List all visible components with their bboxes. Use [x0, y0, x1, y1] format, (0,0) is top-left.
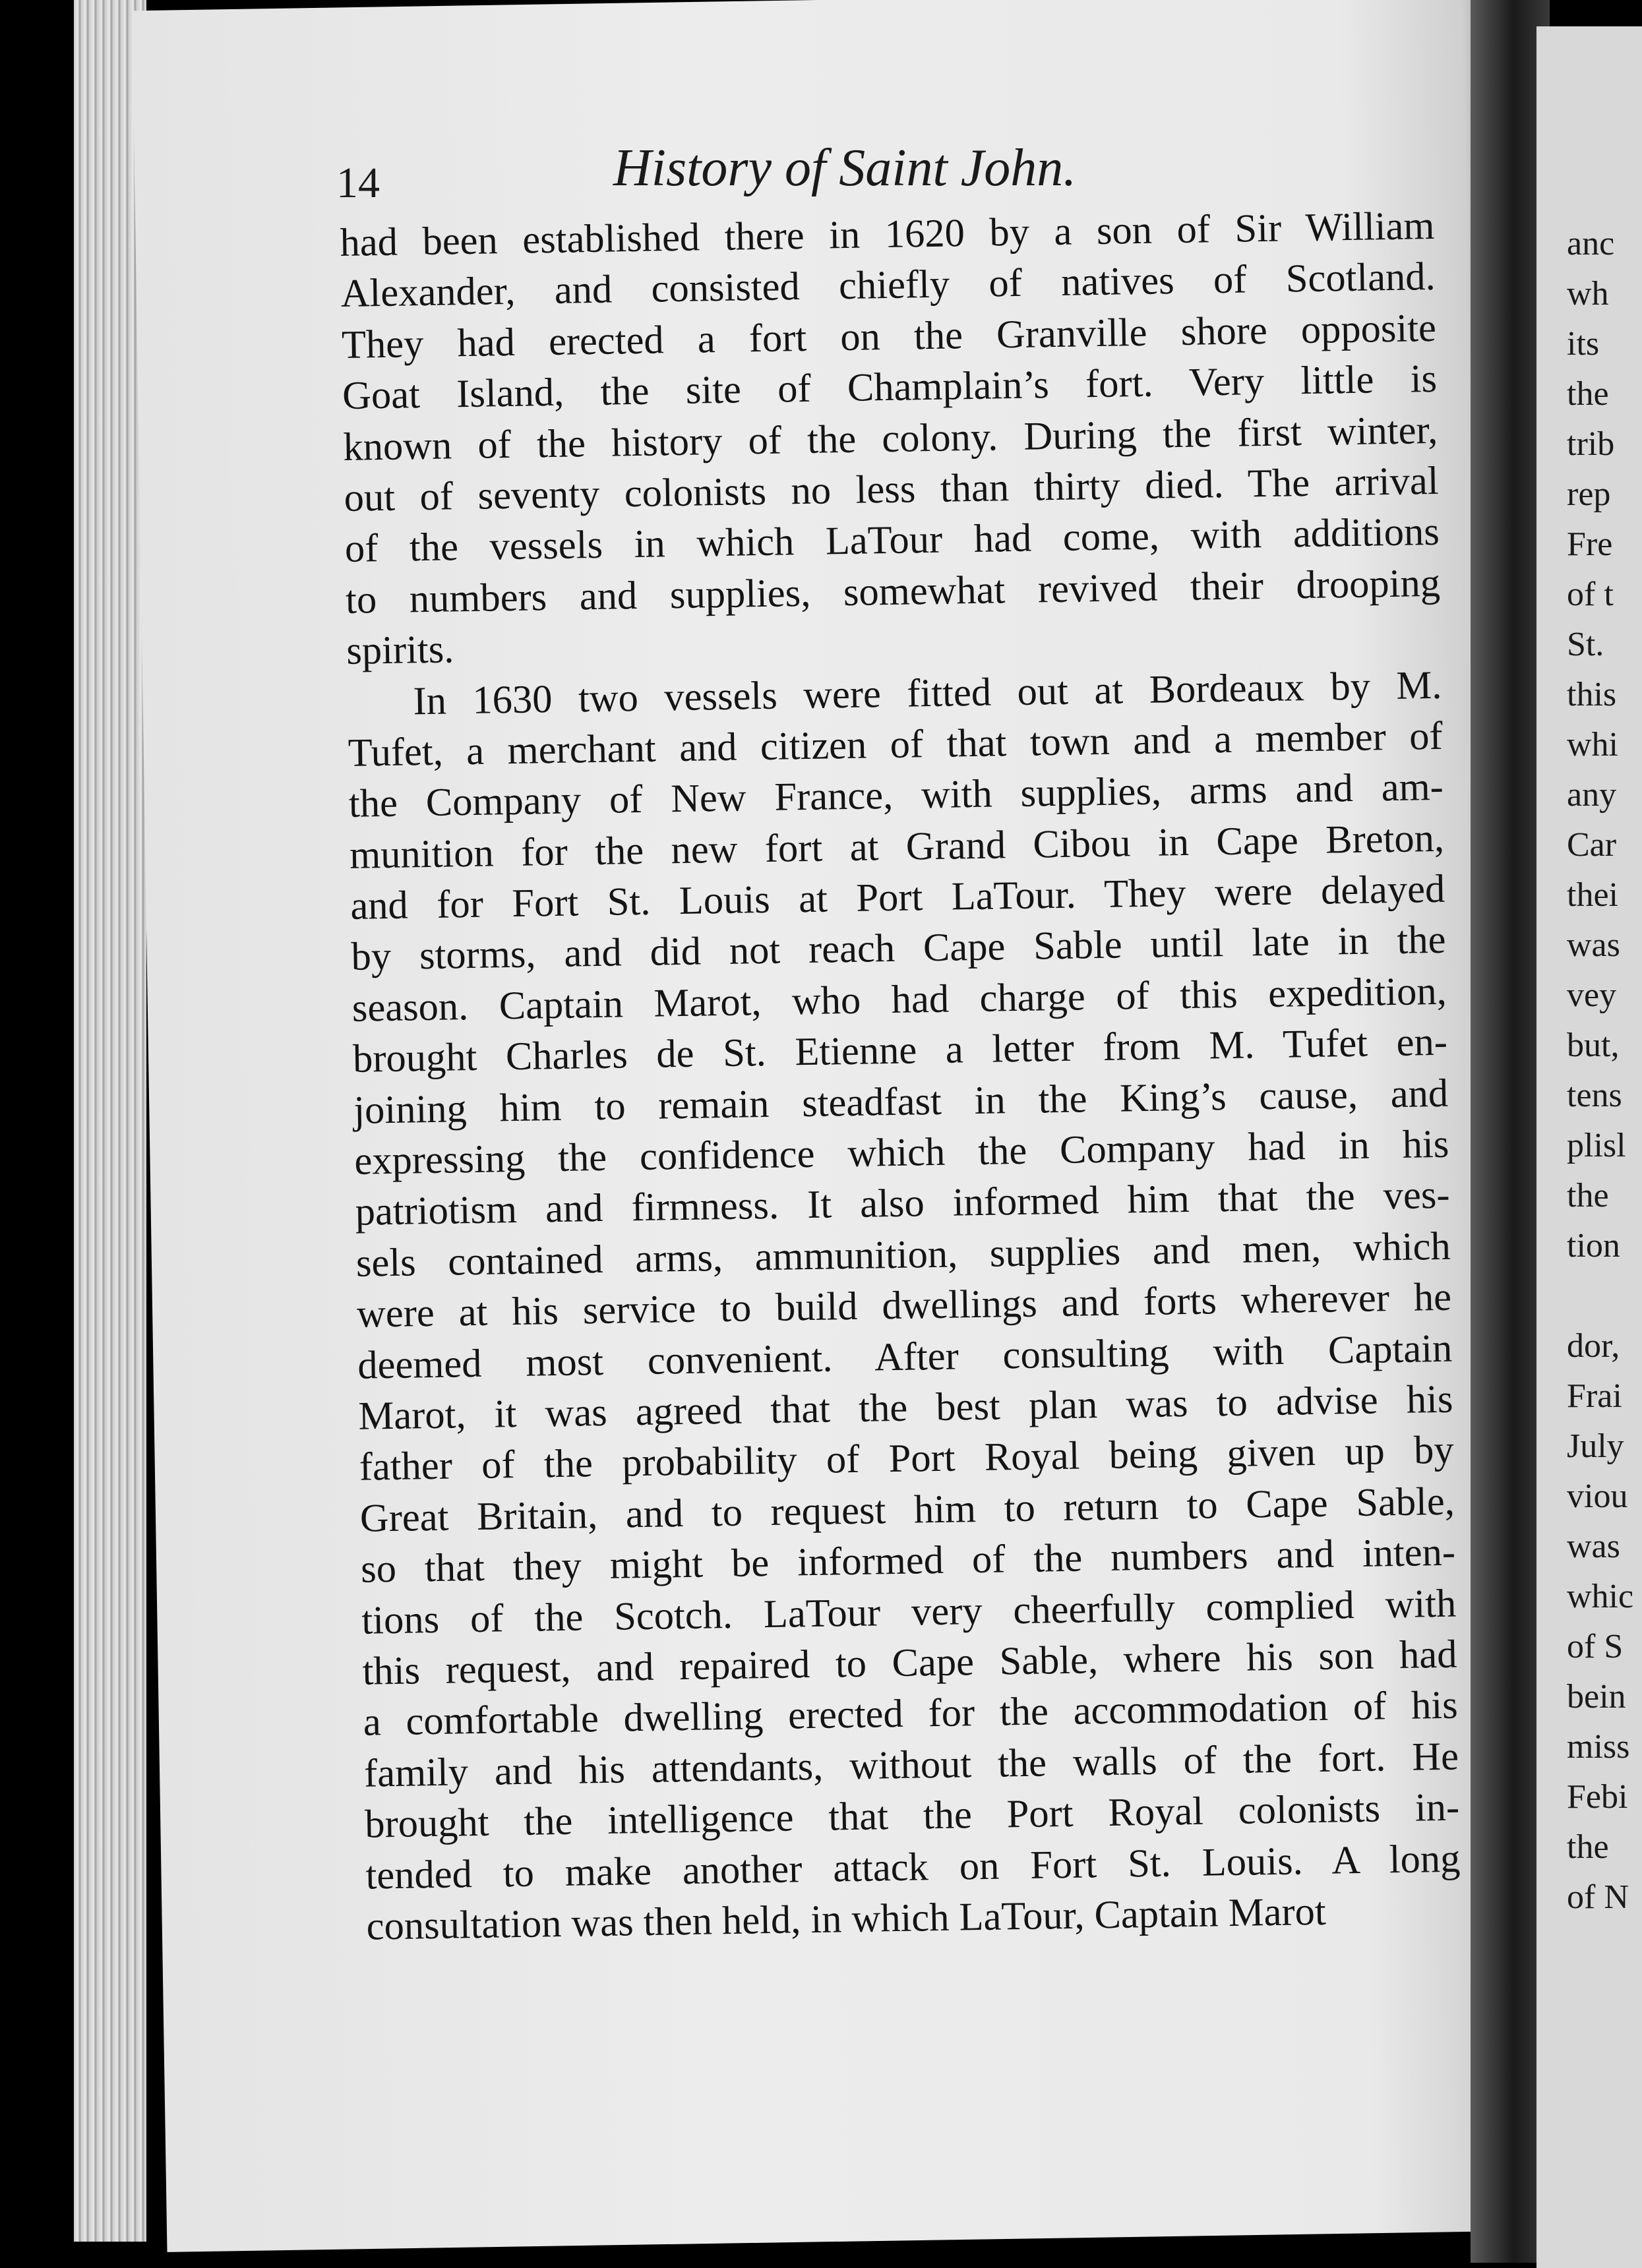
text-line: Tufet, a merchant and citizen of that town and a member of	[348, 713, 1444, 775]
text-line: patriotism and firmness. It also informed him that the ves-	[355, 1173, 1451, 1235]
text-line: the Company of New France, with supplies, arms and am-	[348, 765, 1444, 827]
facing-page-fragment: this	[1567, 676, 1617, 713]
page-number: 14	[336, 159, 380, 207]
facing-page-fragment: viou	[1567, 1477, 1628, 1515]
text-line: family and his attendants, without the walls of the fort. He	[363, 1734, 1459, 1796]
text-line: of the vessels in which LaTour had come, with additions	[344, 510, 1440, 572]
facing-page-fragment: plisl	[1567, 1127, 1626, 1164]
text-line: sels contained arms, ammunition, supplies and men, which	[355, 1224, 1451, 1286]
facing-page-fragment: rep	[1567, 475, 1611, 513]
facing-page-fragment: Car	[1567, 826, 1617, 864]
facing-page-fragment: was	[1567, 926, 1620, 964]
text-line: munition for the new fort at Grand Cibou in Cape Breton,	[349, 816, 1445, 878]
text-line: In 1630 two vessels were fitted out at Bordeaux by M.	[413, 663, 1442, 723]
text-line: and for Fort St. Louis at Port LaTour. They were delayed	[350, 866, 1445, 928]
text-line: joining him to remain steadfast in the King’s cause, and	[353, 1071, 1449, 1133]
facing-page-fragment: tion	[1567, 1227, 1620, 1265]
facing-page-fragment: its	[1567, 325, 1600, 363]
facing-page-fragment: wh	[1567, 275, 1609, 313]
facing-page-fragment: thei	[1567, 876, 1618, 914]
text-line: Goat Island, the site of Champlain’s fort. Very little is	[342, 357, 1438, 419]
text-line: had been established there in 1620 by a son of Sir William	[340, 203, 1435, 265]
facing-page-fragment: St.	[1567, 626, 1604, 663]
facing-page-fragment: anc	[1567, 225, 1615, 262]
text-line: brought the intelligence that the Port Royal colonists in-	[364, 1785, 1460, 1847]
text-line: this request, and repaired to Cape Sable, where his son had	[362, 1632, 1457, 1694]
text-line: tions of the Scotch. LaTour very cheerfully complied with	[361, 1581, 1457, 1643]
facing-page-fragment: whic	[1567, 1578, 1634, 1615]
facing-page-fragment: was	[1567, 1528, 1620, 1565]
facing-page-fragment: of N	[1567, 1878, 1629, 1916]
text-line: brought Charles de St. Etienne a letter from M. Tufet en-	[352, 1020, 1448, 1082]
body-text	[340, 200, 1461, 1952]
text-line: consultation was then held, in which LaTour, Captain Marot	[366, 1889, 1327, 1949]
facing-page-fragment: the	[1567, 1828, 1609, 1866]
facing-page-fragment: any	[1567, 776, 1617, 814]
running-title: History of Saint John.	[613, 139, 1077, 197]
text-line: were at his service to build dwellings and forts wherever he	[356, 1274, 1452, 1336]
facing-page-fragment: Fre	[1567, 525, 1613, 563]
text-line: to numbers and supplies, somewhat revived their drooping	[345, 560, 1441, 622]
text-line: expressing the confidence which the Company had in his	[353, 1121, 1449, 1183]
facing-page-fragment: Frai	[1567, 1377, 1622, 1415]
text-line: by storms, and did not reach Cape Sable until late in the	[351, 918, 1446, 980]
facing-page-fragment: of S	[1567, 1628, 1624, 1665]
text-line: a comfortable dwelling erected for the accommodation of his	[363, 1683, 1459, 1745]
text-line: Great Britain, and to request him to return to Cape Sable,	[359, 1479, 1455, 1541]
facing-page-fragment: Febi	[1567, 1778, 1628, 1816]
facing-page-fragment: miss	[1567, 1728, 1630, 1766]
facing-page-fragment: of t	[1567, 576, 1614, 613]
facing-page	[1536, 26, 1642, 2268]
text-line: known of the history of the colony. During the first winter,	[342, 407, 1438, 469]
facing-page-fragment: whi	[1567, 726, 1618, 763]
text-line: Marot, it was agreed that the best plan was to advise his	[358, 1377, 1453, 1439]
text-line: out of seventy colonists no less than thirty died. The arrival	[344, 458, 1440, 520]
text-line: father of the probability of Port Royal being given up by	[359, 1428, 1455, 1490]
text-line: so that they might be informed of the numbers and inten-	[360, 1530, 1456, 1592]
text-line: deemed most convenient. After consulting with Captain	[357, 1326, 1453, 1388]
text-line: tended to make another attack on Fort St. Louis. A long	[365, 1836, 1461, 1898]
facing-page-fragment: vey	[1567, 976, 1617, 1014]
facing-page-fragment: but,	[1567, 1027, 1620, 1064]
facing-page-fragment: bein	[1567, 1678, 1626, 1716]
text-line: They had erected a fort on the Granville shore opposite	[341, 305, 1437, 367]
facing-page-fragment: the	[1567, 1177, 1609, 1214]
facing-page-fragment: tens	[1567, 1077, 1622, 1114]
facing-page-fragment: trib	[1567, 425, 1615, 463]
facing-page-fragment: the	[1567, 375, 1609, 413]
facing-page-fragment: dor,	[1567, 1327, 1620, 1365]
page-edges	[74, 0, 146, 2242]
text-line: Alexander, and consisted chiefly of natives of Scotland.	[340, 254, 1436, 316]
facing-page-fragment: July	[1567, 1427, 1624, 1465]
page-header	[336, 132, 1484, 207]
text-line: season. Captain Marot, who had charge of this expedition,	[351, 969, 1447, 1030]
text-line: spirits.	[346, 627, 454, 674]
